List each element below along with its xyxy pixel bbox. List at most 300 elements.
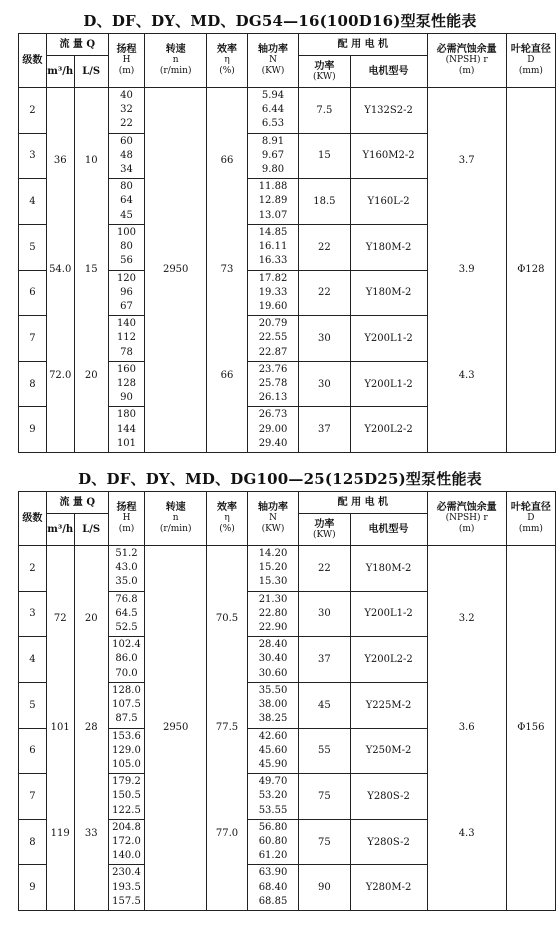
head-value: 60 — [120, 135, 133, 147]
motor-power-cell: 75 — [299, 819, 350, 865]
motor-power-cell: 37 — [299, 407, 350, 453]
motor-power-cell: 22 — [299, 270, 350, 316]
header-efficiency-label: 效率 — [217, 502, 238, 513]
shaft-power-value: 61.20 — [258, 850, 288, 862]
head-value: 52.5 — [115, 622, 138, 634]
motor-power-cell: 18.5 — [299, 179, 350, 225]
shaft-power-value: 49.70 — [258, 776, 288, 788]
shaft-power-value: 6.44 — [261, 104, 285, 116]
shaft-power-value: 30.40 — [258, 653, 288, 665]
shaft-power-value: 22.80 — [258, 607, 288, 619]
header-efficiency-symbol: η — [224, 513, 230, 523]
header-npsh — [427, 492, 506, 546]
shaft-power-cell — [247, 546, 298, 592]
motor-power-cell: 15 — [299, 133, 350, 179]
flow-ls-column-value: 15 — [84, 264, 98, 275]
head-value: 51.2 — [115, 548, 138, 560]
shaft-power-cell — [247, 728, 298, 774]
header-motor-power-unit: (KW) — [313, 529, 336, 540]
header-impeller-symbol: D — [527, 513, 535, 523]
head-cell — [108, 88, 144, 134]
head-value: 80 — [120, 181, 133, 193]
speed-column — [145, 546, 207, 911]
header-motor-power-label: 功率 — [314, 60, 335, 72]
motor-model-cell: Y280S-2 — [350, 819, 427, 865]
header-motor-power-label: 功率 — [314, 518, 335, 530]
flow-m3h-column — [46, 88, 74, 453]
head-value: 87.5 — [115, 713, 138, 725]
head-value: 157.5 — [112, 895, 141, 907]
head-value: 129.0 — [112, 744, 141, 756]
efficiency-column-value: 66 — [220, 369, 234, 381]
shaft-power-value: 13.07 — [258, 209, 288, 221]
head-value: 64 — [120, 195, 133, 207]
shaft-power-value: 19.33 — [258, 286, 288, 298]
shaft-power-value: 16.33 — [258, 255, 288, 267]
shaft-power-value: 53.55 — [258, 804, 288, 816]
shaft-power-cell — [247, 637, 298, 683]
head-value: 32 — [120, 104, 133, 116]
head-cell — [108, 546, 144, 592]
stage-cell: 4 — [19, 637, 47, 683]
flow-ls-column — [74, 88, 108, 453]
npsh-column-value: 4.3 — [458, 369, 475, 381]
flow-ls-column-value: 33 — [84, 827, 98, 839]
shaft-power-cell — [247, 179, 298, 225]
header-speed-unit: (r/min) — [159, 66, 192, 76]
head-value: 105.0 — [112, 758, 141, 770]
shaft-power-cell — [247, 270, 298, 316]
head-value: 193.5 — [112, 881, 141, 893]
speed-column-wrap — [145, 546, 206, 910]
head-value: 86.0 — [115, 653, 138, 665]
stage-cell: 2 — [19, 88, 47, 134]
head-value: 35.0 — [115, 576, 138, 588]
shaft-power-value: 9.80 — [261, 164, 285, 176]
head-value: 43.0 — [115, 562, 138, 574]
flow-ls-column-value: 20 — [84, 612, 98, 624]
flow-ls-column-value: 10 — [84, 154, 98, 166]
header-efficiency-unit: (%) — [219, 524, 235, 534]
motor-power-cell: 75 — [299, 774, 350, 820]
efficiency-column-values — [207, 546, 247, 910]
stage-cell: 3 — [19, 591, 47, 637]
head-cell — [108, 407, 144, 453]
motor-power-cell: 30 — [299, 591, 350, 637]
shaft-power-value: 45.90 — [258, 758, 288, 770]
head-value: 70.0 — [115, 667, 138, 679]
shaft-power-value: 26.73 — [258, 409, 288, 421]
npsh-column-value: 3.6 — [458, 722, 475, 733]
stage-cell: 5 — [19, 682, 47, 728]
header-head — [108, 492, 144, 546]
shaft-power-value: 17.82 — [258, 272, 288, 284]
stage-cell: 7 — [19, 316, 47, 362]
npsh-column-value: 4.3 — [458, 827, 475, 839]
flow-ls-column-value: 20 — [84, 369, 98, 381]
header-flow-m3h: m³/h — [46, 56, 74, 88]
header-motor: 配 用 电 机 — [299, 492, 427, 514]
motor-model-cell: Y280M-2 — [350, 865, 427, 911]
efficiency-column-value: 77.0 — [215, 827, 239, 839]
shaft-power-cell — [247, 774, 298, 820]
header-head-symbol: H — [122, 513, 131, 523]
head-cell — [108, 591, 144, 637]
head-cell — [108, 224, 144, 270]
shaft-power-value: 25.78 — [258, 377, 288, 389]
header-stage — [19, 492, 47, 546]
head-value: 160 — [116, 363, 137, 375]
flow-m3h-column-value: 72.0 — [49, 369, 72, 381]
npsh-column — [427, 88, 506, 453]
header-speed — [145, 492, 207, 546]
head-cell — [108, 361, 144, 407]
head-value: 40 — [120, 90, 133, 102]
motor-model-cell: Y180M-2 — [350, 546, 427, 592]
header-efficiency — [207, 492, 248, 546]
header-shaft-power — [247, 492, 298, 546]
header-efficiency-label: 效率 — [217, 44, 238, 55]
header-row-1 — [19, 492, 556, 514]
head-value: 100 — [116, 226, 137, 238]
header-efficiency-symbol: η — [224, 55, 230, 65]
header-shaft-power-label: 轴功率 — [258, 44, 289, 55]
shaft-power-cell — [247, 819, 298, 865]
header-impeller — [506, 492, 555, 546]
shaft-power-value: 38.00 — [258, 699, 288, 711]
motor-model-cell: Y200L1-2 — [350, 361, 427, 407]
shaft-power-value: 28.40 — [258, 639, 288, 651]
shaft-power-value: 6.53 — [261, 118, 285, 130]
header-motor-model: 电机型号 — [350, 514, 427, 546]
head-value: 172.0 — [112, 835, 141, 847]
impeller-column-value: Φ128 — [517, 264, 545, 275]
head-cell — [108, 728, 144, 774]
header-impeller — [506, 34, 555, 88]
header-npsh-unit: (m) — [458, 66, 475, 76]
table-row — [19, 546, 556, 592]
shaft-power-value: 23.76 — [258, 363, 288, 375]
shaft-power-value: 15.30 — [258, 576, 288, 588]
motor-model-cell: Y160M2-2 — [350, 133, 427, 179]
motor-model-cell: Y225M-2 — [350, 682, 427, 728]
motor-power-cell: 55 — [299, 728, 350, 774]
shaft-power-cell — [247, 361, 298, 407]
shaft-power-value: 5.94 — [261, 90, 285, 102]
impeller-column-wrap — [507, 88, 555, 452]
header-flow: 流 量 Q — [46, 34, 108, 56]
header-head-label: 扬程 — [116, 502, 137, 513]
npsh-column-value: 3.7 — [458, 154, 475, 166]
shaft-power-value: 26.13 — [258, 392, 288, 404]
head-value: 80 — [120, 241, 133, 253]
impeller-column-value: Φ156 — [517, 722, 545, 733]
motor-model-cell: Y280S-2 — [350, 774, 427, 820]
head-cell — [108, 179, 144, 225]
header-motor-power — [299, 514, 350, 546]
shaft-power-value: 29.00 — [258, 423, 288, 435]
motor-power-cell: 22 — [299, 224, 350, 270]
header-shaft-power-unit: (KW) — [261, 524, 285, 534]
motor-model-cell: Y160L-2 — [350, 179, 427, 225]
table1-title: D、DF、DY、MD、DG54—16(100D16)型泵性能表 — [83, 12, 477, 30]
speed-column-value: 2950 — [162, 264, 189, 275]
flow-m3h-column-value: 101 — [50, 722, 70, 733]
head-value: 153.6 — [112, 730, 141, 742]
stage-cell: 9 — [19, 407, 47, 453]
head-value: 96 — [120, 286, 133, 298]
head-value: 90 — [120, 392, 133, 404]
head-value: 128 — [116, 377, 137, 389]
header-npsh-label: 必需汽蚀余量 — [436, 44, 497, 55]
header-impeller-symbol: D — [527, 55, 535, 65]
shaft-power-value: 68.85 — [258, 895, 288, 907]
header-impeller-label: 叶轮直径 — [510, 44, 551, 55]
flow-ls-column — [74, 546, 108, 911]
efficiency-column — [207, 88, 248, 453]
shaft-power-value: 45.60 — [258, 744, 288, 756]
head-value: 76.8 — [115, 593, 138, 605]
stage-cell: 6 — [19, 728, 47, 774]
stage-cell: 2 — [19, 546, 47, 592]
header-npsh-symbol: (NPSH) r — [445, 513, 488, 523]
stage-cell: 5 — [19, 224, 47, 270]
efficiency-column-value: 73 — [220, 264, 234, 275]
head-value: 204.8 — [112, 821, 141, 833]
shaft-power-value: 14.20 — [258, 548, 288, 560]
head-cell — [108, 133, 144, 179]
shaft-power-cell — [247, 133, 298, 179]
motor-model-cell: Y200L2-2 — [350, 637, 427, 683]
flow-m3h-column-value: 36 — [53, 154, 67, 166]
shaft-power-value: 11.88 — [258, 181, 288, 193]
header-motor: 配 用 电 机 — [299, 34, 427, 56]
motor-power-cell: 90 — [299, 865, 350, 911]
shaft-power-cell — [247, 407, 298, 453]
header-flow-ls: L/S — [74, 514, 108, 546]
header-motor-model: 电机型号 — [350, 56, 427, 88]
head-value: 140 — [116, 318, 137, 330]
npsh-column-value: 3.2 — [458, 612, 475, 624]
head-value: 78 — [120, 346, 133, 358]
shaft-power-value: 63.90 — [258, 867, 288, 879]
header-speed — [145, 34, 207, 88]
header-flow-ls: L/S — [74, 56, 108, 88]
table-row — [19, 88, 556, 134]
head-cell — [108, 270, 144, 316]
header-npsh — [427, 34, 506, 88]
head-value: 128.0 — [112, 684, 141, 696]
shaft-power-value: 38.25 — [258, 713, 288, 725]
motor-model-cell: Y200L2-2 — [350, 407, 427, 453]
npsh-column — [427, 546, 506, 911]
motor-power-cell: 45 — [299, 682, 350, 728]
motor-power-cell: 7.5 — [299, 88, 350, 134]
flow-ls-column-value: 28 — [84, 722, 98, 733]
header-flow-m3h: m³/h — [46, 514, 74, 546]
stage-cell: 6 — [19, 270, 47, 316]
header-shaft-power — [247, 34, 298, 88]
motor-power-cell: 37 — [299, 637, 350, 683]
shaft-power-value: 16.11 — [258, 241, 288, 253]
header-head-unit: (m) — [118, 524, 135, 534]
head-value: 140.0 — [112, 850, 141, 862]
shaft-power-value: 9.67 — [261, 149, 285, 161]
motor-model-cell: Y200L1-2 — [350, 316, 427, 362]
header-impeller-unit: (mm) — [518, 66, 543, 76]
head-value: 230.4 — [112, 867, 141, 879]
header-motor-power-unit: (KW) — [313, 71, 336, 82]
speed-column-wrap — [145, 88, 206, 452]
flow-ls-column-values — [75, 88, 108, 452]
table2-title: D、DF、DY、MD、DG100—25(125D25)型泵性能表 — [78, 470, 482, 488]
shaft-power-cell — [247, 316, 298, 362]
flow-m3h-column-value: 119 — [50, 827, 70, 839]
head-value: 102.4 — [112, 639, 141, 651]
head-value: 112 — [116, 332, 137, 344]
head-value: 101 — [116, 437, 137, 449]
head-value: 64.5 — [115, 607, 138, 619]
head-cell — [108, 682, 144, 728]
efficiency-column — [207, 546, 248, 911]
shaft-power-value: 35.50 — [258, 684, 288, 696]
header-shaft-power-label: 轴功率 — [258, 502, 289, 513]
shaft-power-value: 20.79 — [258, 318, 288, 330]
motor-model-cell: Y180M-2 — [350, 224, 427, 270]
shaft-power-value: 22.55 — [258, 332, 288, 344]
header-head-label: 扬程 — [116, 44, 137, 55]
shaft-power-value: 68.40 — [258, 881, 288, 893]
shaft-power-value: 60.80 — [258, 835, 288, 847]
header-impeller-label: 叶轮直径 — [510, 502, 551, 513]
header-shaft-power-symbol: N — [269, 513, 277, 523]
impeller-column — [506, 88, 555, 453]
motor-power-cell: 22 — [299, 546, 350, 592]
shaft-power-cell — [247, 682, 298, 728]
npsh-column-values — [428, 88, 506, 452]
performance-table-2 — [18, 491, 556, 911]
header-head-symbol: H — [122, 55, 131, 65]
head-value: 34 — [120, 164, 133, 176]
header-speed-label: 转速 — [165, 502, 186, 513]
header-motor-power — [299, 56, 350, 88]
speed-column — [145, 88, 207, 453]
motor-model-cell: Y132S2-2 — [350, 88, 427, 134]
motor-power-cell: 30 — [299, 316, 350, 362]
header-npsh-label: 必需汽蚀余量 — [436, 502, 497, 513]
efficiency-column-value: 70.5 — [215, 612, 239, 624]
header-row-1 — [19, 34, 556, 56]
shaft-power-value: 22.90 — [258, 622, 288, 634]
shaft-power-value: 42.60 — [258, 730, 288, 742]
head-value: 150.5 — [112, 790, 141, 802]
head-value: 67 — [120, 300, 133, 312]
motor-power-cell: 30 — [299, 361, 350, 407]
stage-cell: 8 — [19, 819, 47, 865]
header-efficiency — [207, 34, 248, 88]
header-impeller-unit: (mm) — [518, 524, 543, 534]
shaft-power-cell — [247, 224, 298, 270]
header-npsh-unit: (m) — [458, 524, 475, 534]
efficiency-column-value: 66 — [220, 154, 234, 166]
shaft-power-value: 21.30 — [258, 593, 288, 605]
shaft-power-value: 22.87 — [258, 346, 288, 358]
shaft-power-value: 19.60 — [258, 300, 288, 312]
stage-cell: 7 — [19, 774, 47, 820]
header-flow: 流 量 Q — [46, 492, 108, 514]
head-cell — [108, 316, 144, 362]
shaft-power-value: 53.20 — [258, 790, 288, 802]
motor-model-cell: Y180M-2 — [350, 270, 427, 316]
impeller-column — [506, 546, 555, 911]
head-value: 179.2 — [112, 776, 141, 788]
head-value: 22 — [120, 118, 133, 130]
head-cell — [108, 774, 144, 820]
shaft-power-cell — [247, 865, 298, 911]
shaft-power-value: 30.60 — [258, 667, 288, 679]
stage-cell: 4 — [19, 179, 47, 225]
header-npsh-symbol: (NPSH) r — [445, 55, 488, 65]
stage-cell: 8 — [19, 361, 47, 407]
head-value: 120 — [116, 272, 137, 284]
flow-m3h-column-values — [47, 546, 74, 910]
head-value: 48 — [120, 149, 133, 161]
flow-m3h-column-value: 72 — [53, 612, 67, 624]
head-value: 122.5 — [112, 804, 141, 816]
npsh-column-values — [428, 546, 506, 910]
efficiency-column-values — [207, 88, 247, 452]
flow-m3h-column-values — [47, 88, 74, 452]
header-shaft-power-unit: (KW) — [261, 66, 285, 76]
motor-model-cell: Y250M-2 — [350, 728, 427, 774]
header-speed-label: 转速 — [165, 44, 186, 55]
shaft-power-value: 15.20 — [258, 562, 288, 574]
header-speed-unit: (r/min) — [159, 524, 192, 534]
motor-model-cell: Y200L1-2 — [350, 591, 427, 637]
speed-column-value: 2950 — [162, 722, 189, 733]
shaft-power-value: 12.89 — [258, 195, 288, 207]
header-stage-label: 级数 — [22, 513, 43, 524]
shaft-power-value: 8.91 — [261, 135, 285, 147]
header-speed-symbol: n — [172, 513, 179, 523]
header-shaft-power-symbol: N — [269, 55, 277, 65]
stage-cell: 9 — [19, 865, 47, 911]
header-stage-label: 级数 — [22, 55, 43, 66]
head-cell — [108, 865, 144, 911]
shaft-power-value: 29.40 — [258, 437, 288, 449]
flow-m3h-column — [46, 546, 74, 911]
efficiency-column-value: 77.5 — [215, 722, 239, 733]
shaft-power-cell — [247, 88, 298, 134]
header-stage — [19, 34, 47, 88]
head-value: 180 — [116, 409, 137, 421]
header-efficiency-unit: (%) — [219, 66, 235, 76]
head-value: 56 — [120, 255, 133, 267]
shaft-power-value: 14.85 — [258, 226, 288, 238]
npsh-column-value: 3.9 — [458, 264, 475, 275]
stage-cell: 3 — [19, 133, 47, 179]
header-head — [108, 34, 144, 88]
header-speed-symbol: n — [172, 55, 179, 65]
shaft-power-value: 56.80 — [258, 821, 288, 833]
header-head-unit: (m) — [118, 66, 135, 76]
head-value: 45 — [120, 209, 133, 221]
head-value: 144 — [116, 423, 137, 435]
flow-ls-column-values — [75, 546, 108, 910]
head-value: 107.5 — [112, 699, 141, 711]
head-cell — [108, 819, 144, 865]
performance-table-1 — [18, 33, 556, 453]
